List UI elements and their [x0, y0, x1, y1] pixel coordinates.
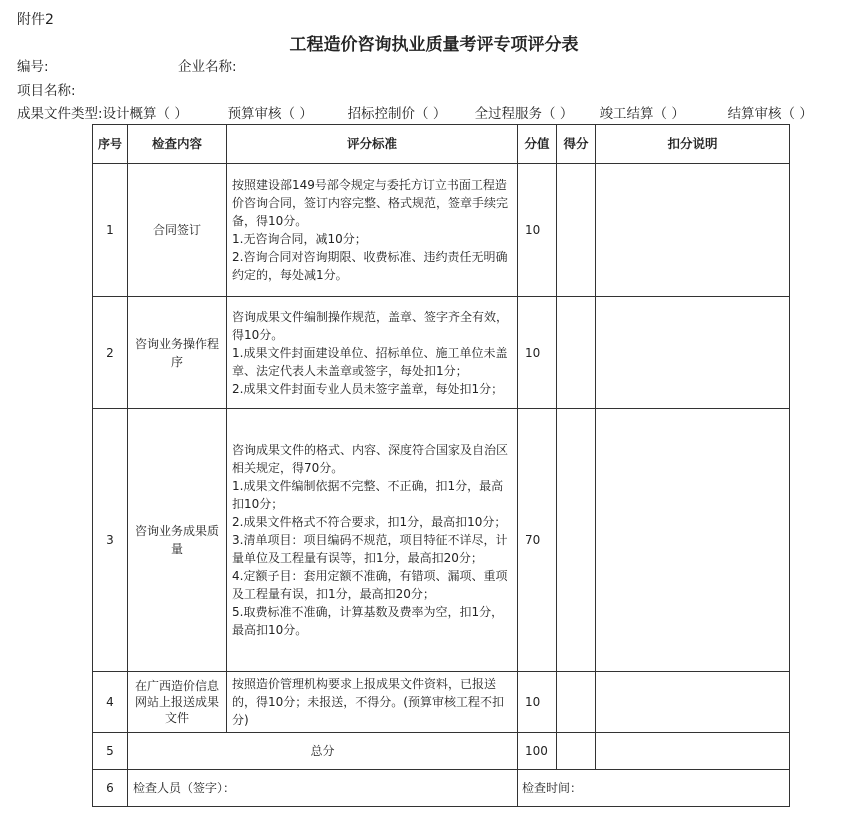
footer-seq: 6	[93, 770, 128, 807]
row-item: 咨询业务成果质量	[128, 409, 227, 672]
file-type-option[interactable]: 预算审核（ ）	[227, 106, 313, 122]
table-header-row	[93, 125, 790, 164]
table-row	[93, 297, 790, 409]
row-deduction-cell[interactable]	[596, 297, 790, 409]
row-criteria	[227, 164, 518, 297]
file-type-option[interactable]: 招标控制价（ ）	[347, 106, 447, 122]
total-seq: 5	[93, 733, 128, 770]
header-criteria: 评分标准	[227, 125, 518, 164]
table-row	[93, 672, 790, 733]
row-points-cell[interactable]	[557, 297, 596, 409]
row-score: 10	[518, 297, 557, 409]
row-criteria	[227, 409, 518, 672]
row-criteria	[227, 672, 518, 733]
file-type-label: 成果文件类型:	[17, 106, 103, 122]
file-type-option[interactable]: 设计概算（ ）	[102, 106, 188, 122]
table-row	[93, 164, 790, 297]
inspector-field[interactable]: 检查人员（签字）：	[128, 770, 518, 807]
row-score: 70	[518, 409, 557, 672]
project-label: 项目名称:	[17, 83, 76, 99]
row-item: 合同签订	[128, 164, 227, 297]
criteria-line: 4.定额子目：套用定额不准确，有错项、漏项、重项及工程量有误，扣1分，最高扣20分；	[232, 569, 508, 601]
criteria-line: 5.取费标准不准确，计算基数及费率为空，扣1分，最高扣10分。	[232, 605, 504, 637]
total-row	[93, 733, 790, 770]
row-deduction-cell[interactable]	[596, 164, 790, 297]
criteria-line: 2.成果文件封面专业人员未签字盖章，每处扣1分；	[232, 381, 504, 396]
scoring-table	[92, 124, 790, 807]
total-label: 总分	[128, 733, 518, 770]
criteria-line: 咨询成果文件编制操作规范，盖章、签字齐全有效，得10分。	[232, 309, 509, 342]
number-label: 编号:	[17, 59, 49, 75]
row-seq: 2	[93, 297, 128, 409]
company-label: 企业名称:	[178, 59, 237, 75]
criteria-line: 1.成果文件封面建设单位、招标单位、施工单位未盖章、法定代表人未盖章或签字，每处扣1分；	[232, 345, 508, 378]
criteria-line: 1.成果文件编制依据不完整、不正确，扣1分，最高扣10分；	[232, 479, 504, 511]
file-type-row	[17, 102, 857, 122]
criteria-line: 咨询成果文件的格式、内容、深度符合国家及自治区相关规定，得70分。	[232, 443, 509, 475]
row-item: 在广西造价信息网站上报送成果文件	[128, 672, 227, 733]
table-row	[93, 409, 790, 672]
row-item: 咨询业务操作程序	[128, 297, 227, 409]
file-type-option[interactable]: 竣工结算（ ）	[599, 106, 685, 122]
row-seq: 1	[93, 164, 128, 297]
file-type-option[interactable]: 结算审核（ ）	[727, 106, 813, 122]
row-deduction-cell[interactable]	[596, 672, 790, 733]
inspection-time-field[interactable]: 检查时间：	[518, 770, 790, 807]
footer-row	[93, 770, 790, 807]
criteria-line: 按照造价管理机构要求上报成果文件资料，已报送的，得10分；未报送，不得分。(预算审核工程不扣分)	[232, 677, 504, 727]
criteria-line: 按照建设部149号部令规定与委托方订立书面工程造价咨询合同，签订内容完整、格式规范，签章手续完备，得10分。	[232, 178, 509, 228]
row-criteria	[227, 297, 518, 409]
total-points-cell[interactable]	[557, 733, 596, 770]
row-deduction-cell[interactable]	[596, 409, 790, 672]
header-deduction: 扣分说明	[596, 125, 790, 164]
criteria-line: 3.清单项目：项目编码不规范，项目特征不详尽，计量单位及工程量有误等，扣1分，最高扣20分；	[232, 533, 508, 565]
row-points-cell[interactable]	[557, 672, 596, 733]
row-points-cell[interactable]	[557, 409, 596, 672]
row-seq: 3	[93, 409, 128, 672]
criteria-line: 2.成果文件格式不符合要求，扣1分，最高扣10分；	[232, 515, 507, 529]
attachment-label: 附件2	[17, 12, 54, 28]
total-score: 100	[518, 733, 557, 770]
criteria-line: 1.无咨询合同，减10分；	[232, 232, 367, 246]
criteria-line: 2.咨询合同对咨询期限、收费标准、违约责任无明确约定的，每处减1分。	[232, 250, 508, 282]
row-score: 10	[518, 164, 557, 297]
total-deduction-cell[interactable]	[596, 733, 790, 770]
row-seq: 4	[93, 672, 128, 733]
row-score: 10	[518, 672, 557, 733]
page-title: 工程造价咨询执业质量考评专项评分表	[289, 35, 579, 55]
header-item: 检查内容	[128, 125, 227, 164]
header-score: 分值	[518, 125, 557, 164]
file-type-option[interactable]: 全过程服务（ ）	[474, 106, 574, 122]
row-points-cell[interactable]	[557, 164, 596, 297]
header-seq: 序号	[93, 125, 128, 164]
header-points: 得分	[557, 125, 596, 164]
